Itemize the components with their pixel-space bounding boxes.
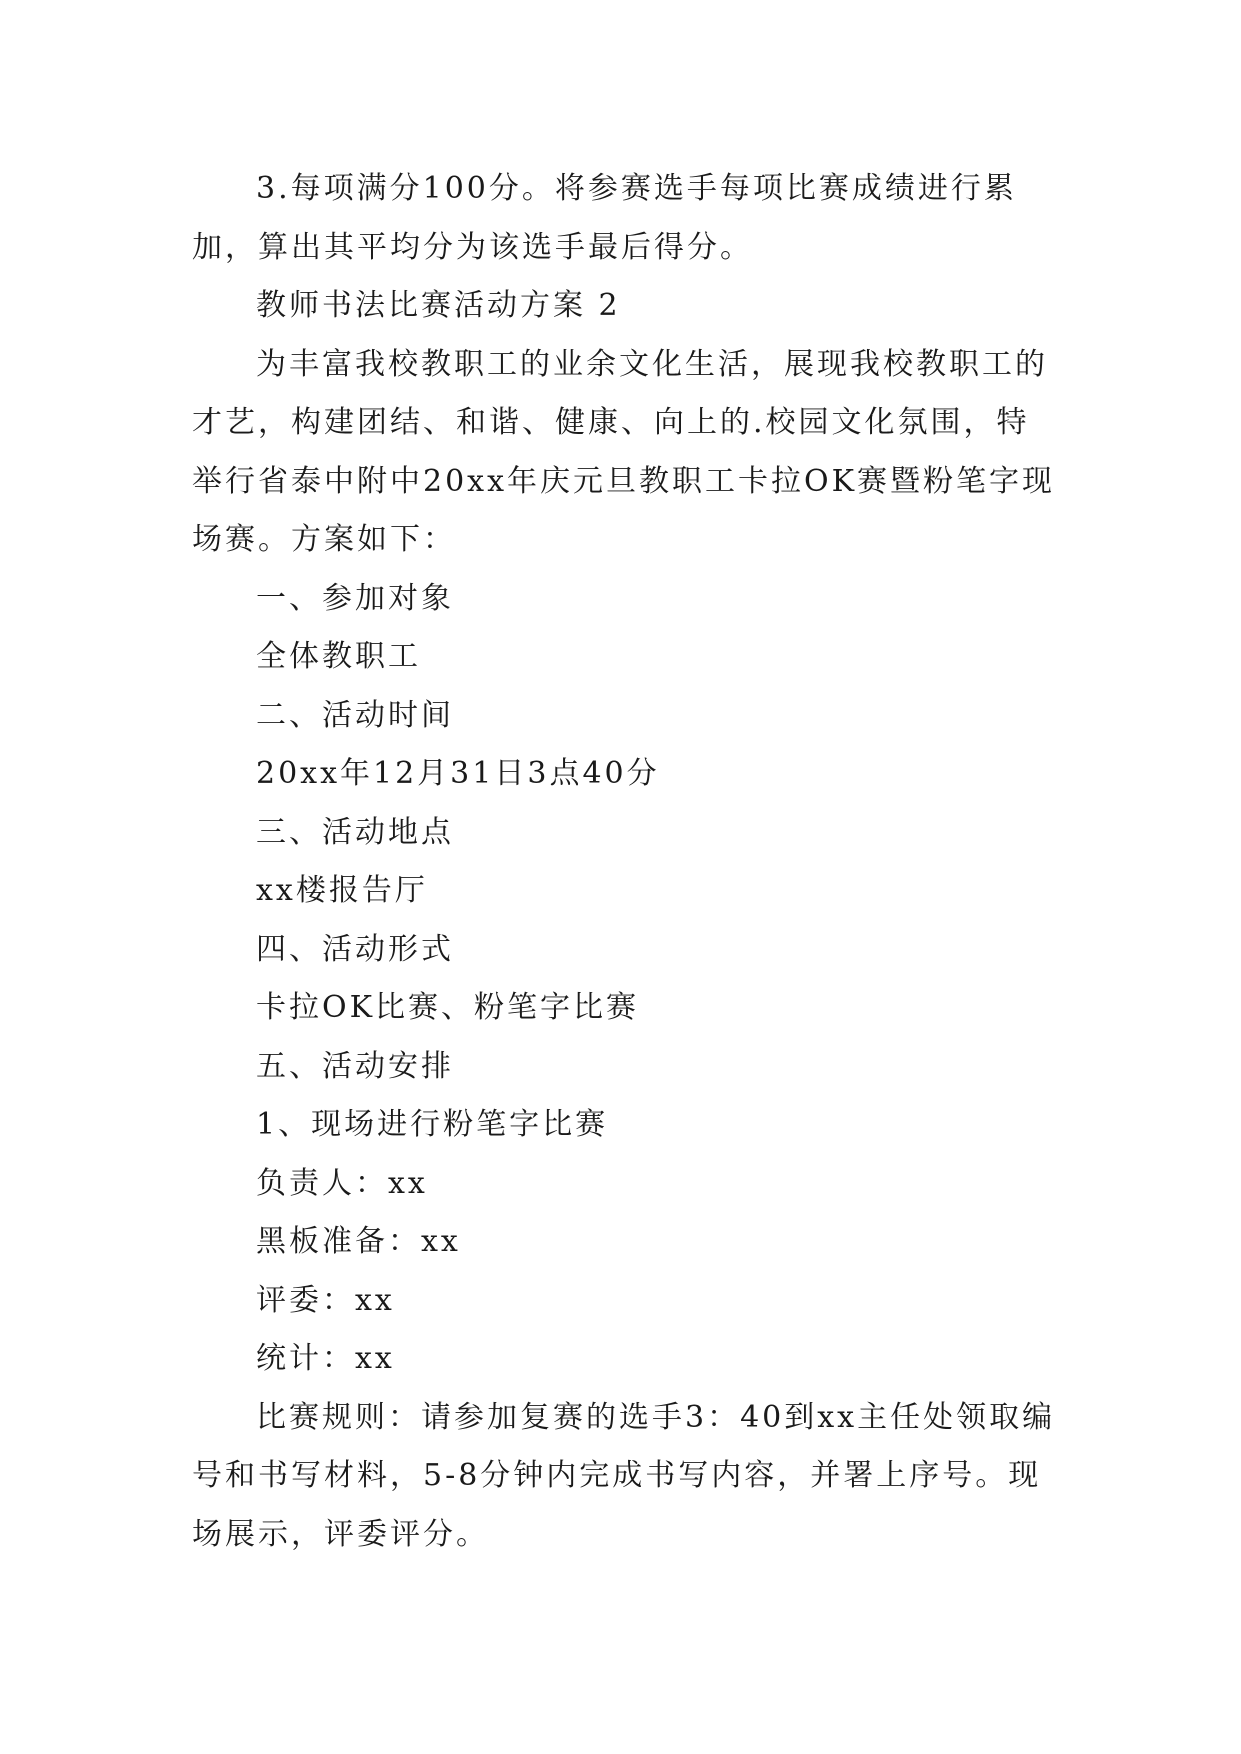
document-body <box>192 160 1062 1564</box>
heading-format: 四、活动形式 <box>256 931 454 967</box>
heading-location: 三、活动地点 <box>256 814 454 850</box>
heading-time: 二、活动时间 <box>256 697 454 733</box>
location-value: xx楼报告厅 <box>256 873 428 908</box>
paragraph-competition-rules: 比赛规则：请参加复赛的选手3：40到xx主任处领取编号和书写材料，5-8分钟内完成书写内容，并署上序号。现场展示，评委评分。 <box>192 1399 1056 1552</box>
blackboard-prep: 黑板准备：xx <box>256 1224 461 1259</box>
section-title: 教师书法比赛活动方案 2 <box>256 288 621 323</box>
paragraph-intro: 为丰富我校教职工的业余文化生活，展现我校教职工的才艺，构建团结、和谐、健康、向上的.校园文化氛围，特举行省泰中附中20xx年庆元旦教职工卡拉OK赛暨粉笔字现场赛。方案如下： <box>192 346 1056 557</box>
heading-participants: 一、参加对象 <box>256 580 454 616</box>
format-value: 卡拉OK比赛、粉笔字比赛 <box>256 990 640 1025</box>
arrangement-item-1: 1、现场进行粉笔字比赛 <box>256 1107 609 1142</box>
time-value: 20xx年12月31日3点40分 <box>256 756 660 791</box>
person-in-charge: 负责人：xx <box>256 1165 428 1201</box>
heading-arrangement: 五、活动安排 <box>256 1048 454 1084</box>
participants-value: 全体教职工 <box>256 639 421 674</box>
statistics: 统计：xx <box>256 1341 395 1376</box>
paragraph-scoring-rule: 3.每项满分100分。将参赛选手每项比赛成绩进行累加，算出其平均分为该选手最后得分。 <box>192 171 1017 265</box>
judges: 评委：xx <box>256 1282 395 1318</box>
